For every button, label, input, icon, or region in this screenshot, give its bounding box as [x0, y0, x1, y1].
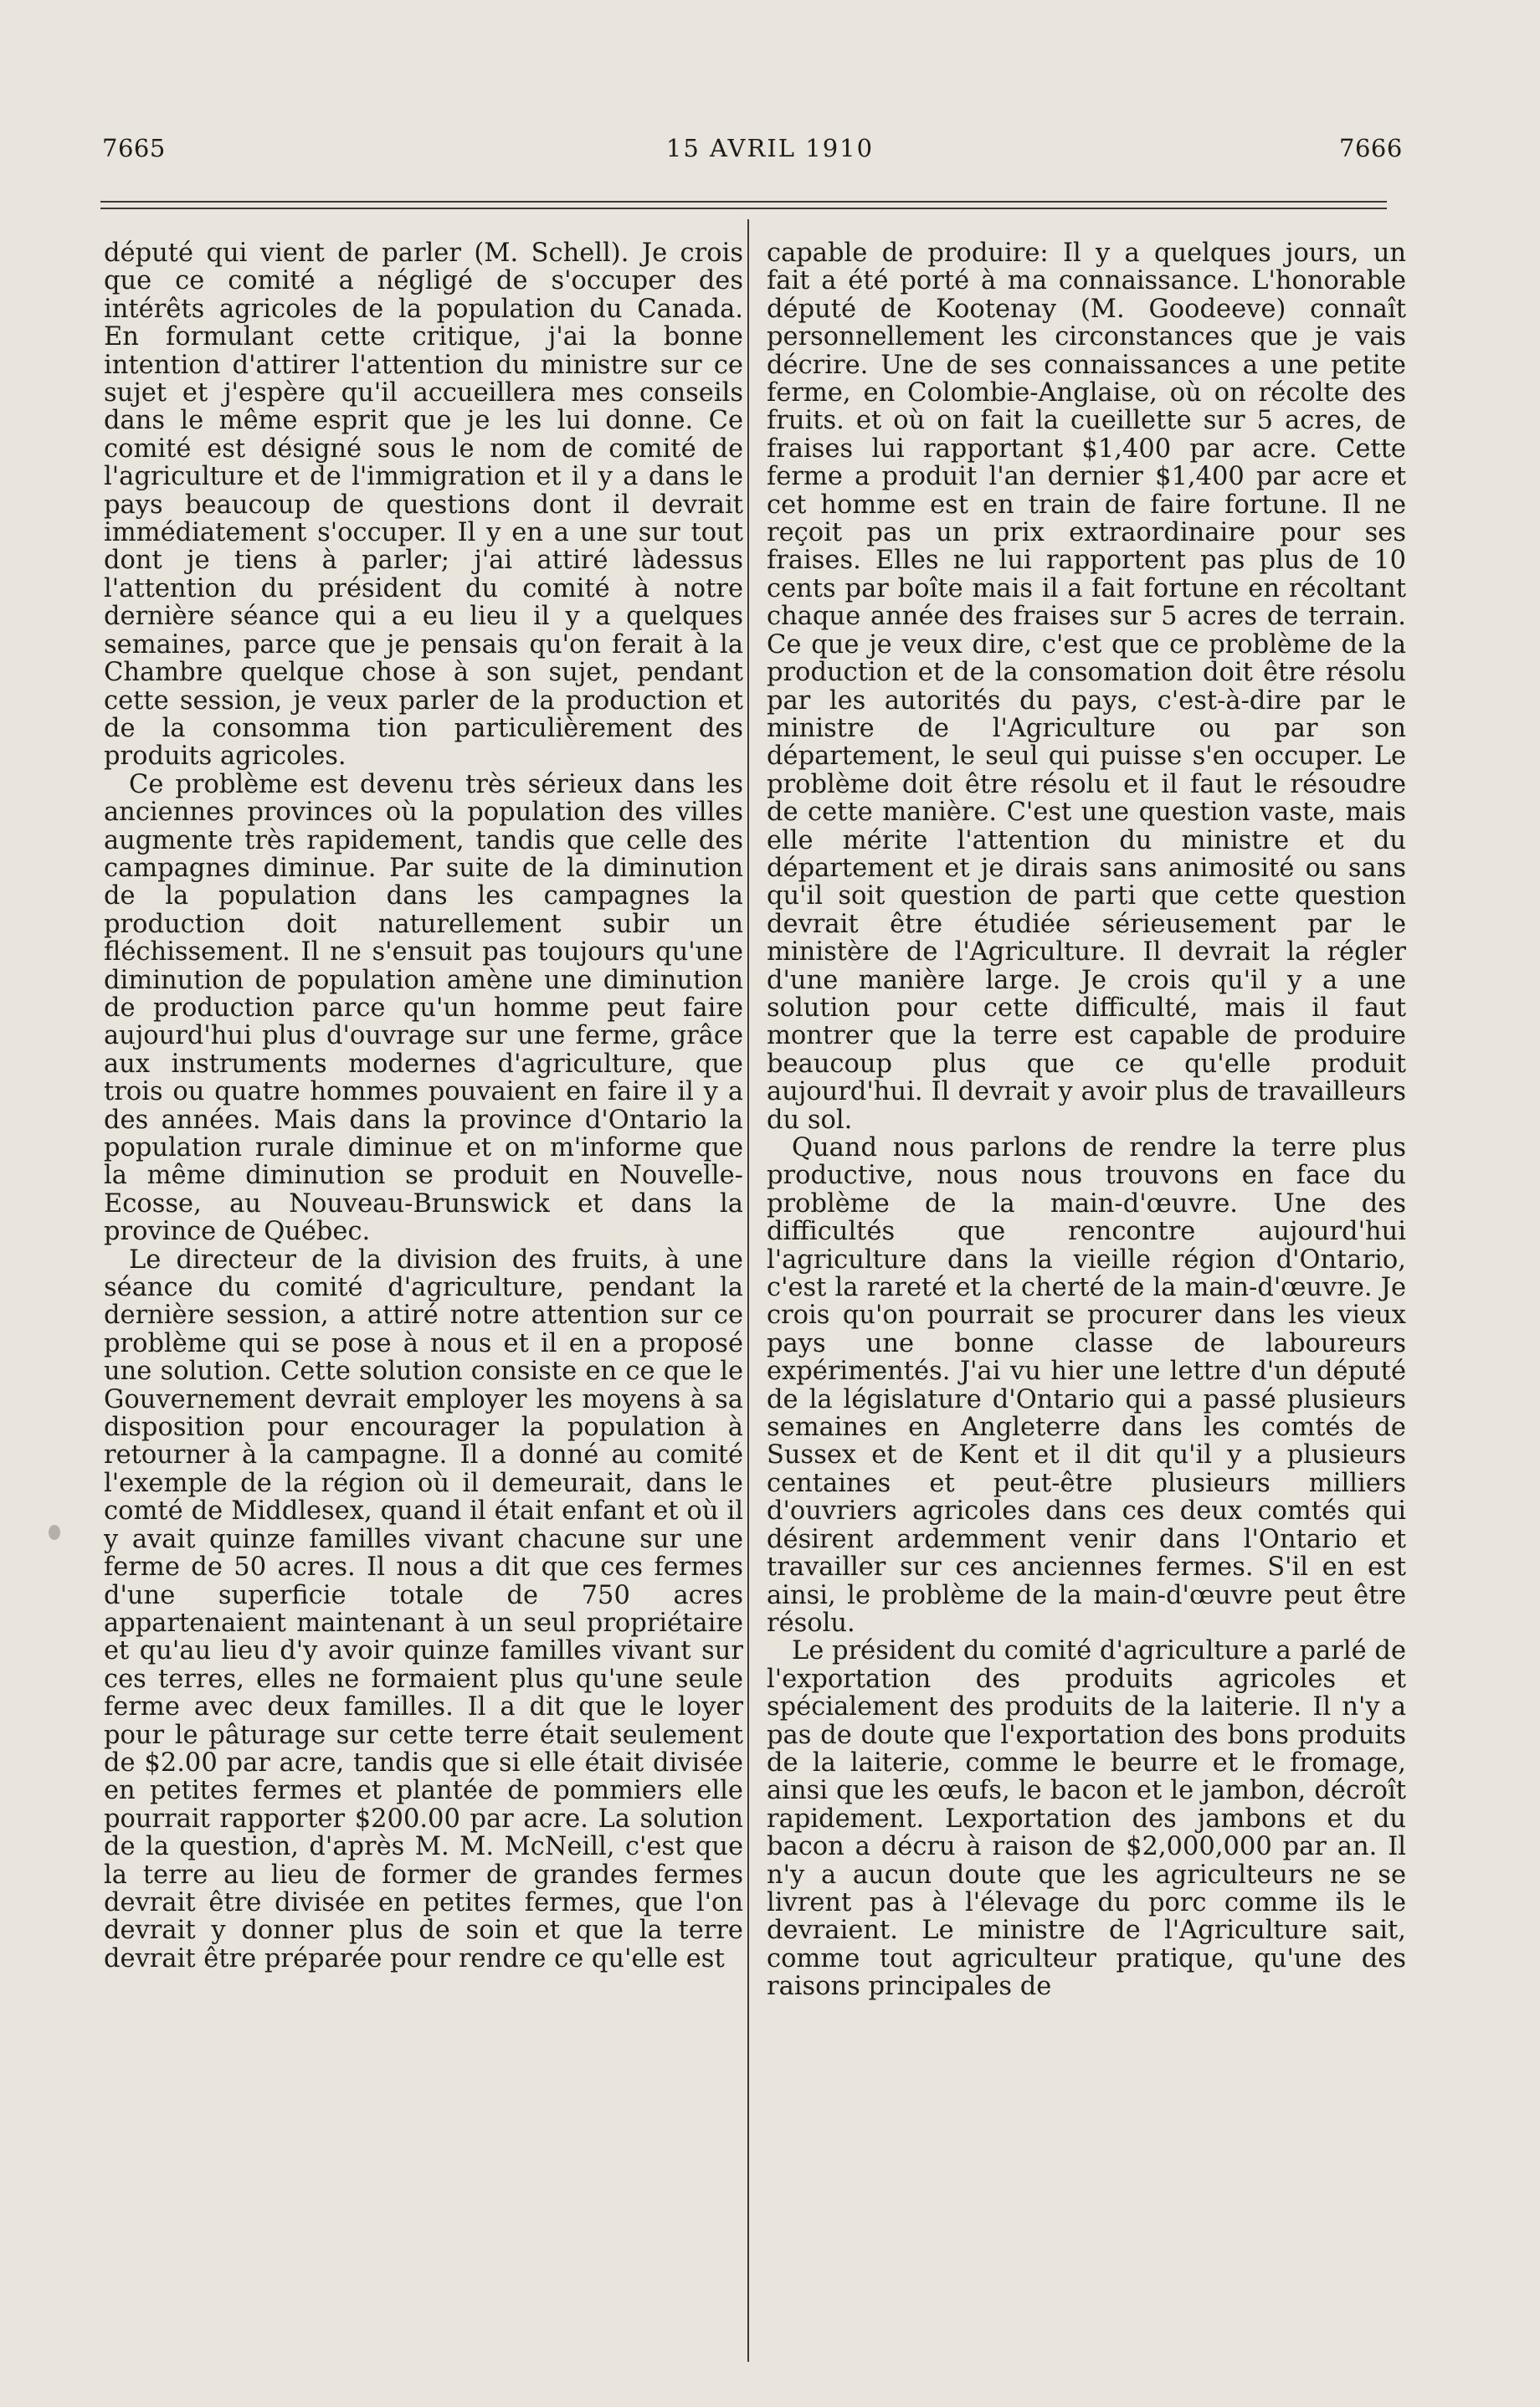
header-rule-top: [100, 201, 1387, 203]
left-column: [104, 239, 743, 1973]
ink-blot: [49, 1525, 60, 1540]
left-paragraph-3: Le directeur de la division des fruits, à une séance du comité d'agriculture, pendant la dernière session, a attiré notre attention sur ce problème qui se pose à nous et il en a proposé une solution. Cette solution consiste en ce que le Gouvernement devrait employer les moyens à sa disposition pour encourager la population à retourner à la campagne. Il a donné au comité l'exemple de la région où il demeurait, dans le comté de Middlesex, quand il était enfant et où il y avait quinze familles vivant chacune sur une ferme de 50 acres. Il nous a dit que ces fermes d'une superficie totale de 750 acres appartenaient maintenant à un seul propriétaire et qu'au lieu d'y avoir quinze familles vivant sur ces terres, elles ne formaient plus qu'une seule ferme avec deux familles. Il a dit que le loyer pour le pâturage sur cette terre était seulement de $2.00 par acre, tandis que si elle était divisée en petites fermes et plantée de pommiers elle pourrait rapporter $200.00 par acre. La solution de la question, d'après M. M. McNeill, c'est que la terre au lieu de former de grandes fermes devrait être divisée en petites fermes, que l'on devrait y donner plus de soin et que la terre devrait être préparée pour rendre ce qu'elle est: [104, 1245, 743, 1973]
left-page-number: 7665: [102, 134, 166, 162]
right-paragraph-1: capable de produire: Il y a quelques jours, un fait a été porté à ma connaissance. L'honorable député de Kootenay (M. Goodeeve) connaît personnellement les circonstances que je vais décrire. Une de ses connaissances a une petite ferme, en Colombie-Anglaise, où on récolte des fruits. et où on fait la cueillette sur 5 acres, de fraises lui rapportant $1,400 par acre. Cette ferme a produit l'an dernier $1,400 par acre et cet homme est en train de faire fortune. Il ne reçoit pas un prix extraordinaire pour ses fraises. Elles ne lui rapportent pas plus de 10 cents par boîte mais il a fait fortune en récoltant chaque année des fraises sur 5 acres de terrain. Ce que je veux dire, c'est que ce problème de la production et de la consomation doit être résolu par les autorités du pays, c'est-à-dire par le ministre de l'Agriculture ou par son département, le seul qui puisse s'en occuper. Le problème doit être résolu et il faut le résoudre de cette manière. C'est une question vaste, mais elle mérite l'attention du ministre et du département et je dirais sans animosité ou sans qu'il soit question de parti que cette question devrait être étudiée sérieusement par le ministère de l'Agriculture. Il devrait la régler d'une manière large. Je crois qu'il y a une solution pour cette difficulté, mais il faut montrer que la terre est capable de produire beaucoup plus que ce qu'elle produit aujourd'hui. Il devrait y avoir plus de travailleurs du sol.: [767, 239, 1406, 1135]
right-page-number: 7666: [1339, 134, 1403, 162]
header-rule-bottom: [100, 208, 1387, 209]
right-paragraph-2: Quand nous parlons de rendre la terre plus productive, nous nous trouvons en face du problème de la main-d'œuvre. Une des difficultés que rencontre aujourd'hui l'agriculture dans la vieille région d'Ontario, c'est la rareté et la cherté de la main-d'œuvre. Je crois qu'on pourrait se procurer dans les vieux pays une bonne classe de laboureurs expérimentés. J'ai vu hier une lettre d'un député de la législature d'Ontario qui a passé plusieurs semaines en Angleterre dans les comtés de Sussex et de Kent et il dit qu'il y a plusieurs centaines et peut-être plusieurs milliers d'ouvriers agricoles dans ces deux comtés qui désirent ardemment venir dans l'Ontario et travailler sur ces anciennes fermes. S'il en est ainsi, le problème de la main-d'œuvre peut être résolu.: [767, 1133, 1406, 1638]
page-date: 15 AVRIL 1910: [665, 134, 875, 162]
left-paragraph-1: député qui vient de parler (M. Schell). Je crois que ce comité a négligé de s'occuper des intérêts agricoles de la population du Canada. En formulant cette critique, j'ai la bonne intention d'attirer l'attention du ministre sur ce sujet et j'espère qu'il accueillera mes conseils dans le même esprit que je les lui donne. Ce comité est désigné sous le nom de comité de l'agriculture et de l'immigration et il y a dans le pays beaucoup de questions dont il devrait immédiatement s'occuper. Il y en a une sur tout dont je tiens à parler; j'ai attiré làdessus l'attention du président du comité à notre dernière séance qui a eu lieu il y a quelques semaines, parce que je pensais qu'on ferait à la Chambre quelque chose à son sujet, pendant cette session, je veux parler de la production et de la consomma tion particulièrement des produits agricoles.: [104, 239, 743, 772]
right-column: [767, 239, 1406, 2001]
left-paragraph-2: Ce problème est devenu très sérieux dans les anciennes provinces où la population des villes augmente très rapidement, tandis que celle des campagnes diminue. Par suite de la diminution de la population dans les campagnes la production doit naturellement subir un fléchissement. Il ne s'ensuit pas toujours qu'une diminution de population amène une diminution de production parce qu'un homme peut faire aujourd'hui plus d'ouvrage sur une ferme, grâce aux instruments modernes d'agriculture, que trois ou quatre hommes pouvaient en faire il y a des années. Mais dans la province d'Ontario la population rurale diminue et on m'informe que la même diminution se produit en Nouvelle-Ecosse, au Nouveau-Brunswick et dans la province de Québec.: [104, 769, 743, 1247]
right-paragraph-3: Le président du comité d'agriculture a parlé de l'exportation des produits agricoles et spécialement des produits de la laiterie. Il n'y a pas de doute que l'exportation des bons produits de la laiterie, comme le beurre et le fromage, ainsi que les œufs, le bacon et le jambon, décroît rapidement. Lexportation des jambons et du bacon a décru à raison de $2,000,000 par an. Il n'y a aucun doute que les agriculteurs ne se livrent pas à l'élevage du porc comme ils le devraient. Le ministre de l'Agriculture sait, comme tout agriculteur pratique, qu'une des raisons principales de: [767, 1636, 1406, 2002]
column-divider: [747, 219, 749, 2362]
